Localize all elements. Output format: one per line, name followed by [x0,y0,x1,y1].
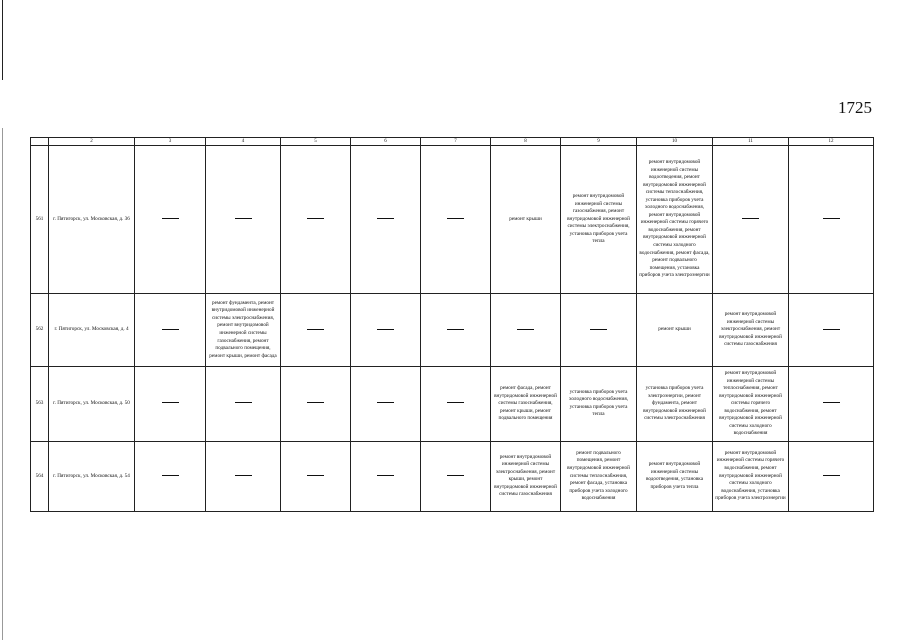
dash-mark [447,218,464,219]
address-cell: г. Пятигорск, ул. Московская, д. 50 [49,367,135,441]
table-row [31,367,874,441]
dash-mark [823,329,840,330]
cell-col-10: ремонт внутридомовой инженерной системы водоотведения, ремонт внутридомовой инженерной системы теплоснабжения, установка приборов учета холодного водоснабжения, ремонт внутридомовой инженерной системы горячего водоснабжения, ремонт внутридомовой инженерной системы холодного водоснабжения, ремонт фасада, ремонт подвального помещения, установка приборов учета электроэнергии [637,146,713,294]
cell-col-7 [421,367,491,441]
cell-col-9: ремонт подвального помещения, ремонт внутридомовой инженерной системы теплоснабжения, ремонт фасада, установка приборов учета холодного водоснабжения [561,441,637,511]
cell-col-9: установка приборов учета холодного водоснабжения, установка приборов учета тепла [561,367,637,441]
cell-col-4 [206,441,281,511]
margin-line-top [2,0,3,80]
table-row [31,293,874,366]
cell-col-5 [281,367,351,441]
cell-col-8: ремонт фасада, ремонт внутридомовой инженерной системы газоснабжения, ремонт крыши, ремонт подвального помещения [491,367,561,441]
cell-col-11: ремонт внутридомовой инженерной системы горячего водоснабжения, ремонт внутридомовой инженерной системы холодного водоснабжения, установка приборов учета электроэнергии [713,441,789,511]
cell-col-4 [206,146,281,294]
cell-col-10: установка приборов учета электроэнергии, ремонт фундамента, ремонт внутридомовой инженерной системы электроснабжения [637,367,713,441]
dash-mark [823,218,840,219]
margin-line-bottom [2,128,3,640]
row-number: 561 [31,146,49,294]
column-header: 9 [561,138,637,146]
cell-col-9: ремонт внутридомовой инженерной системы газоснабжения, ремонт внутридомовой инженерной системы электроснабжения, установка приборов учета тепла [561,146,637,294]
cell-col-12 [789,441,874,511]
cell-col-3 [135,146,206,294]
dash-mark [162,402,179,403]
column-header: 4 [206,138,281,146]
column-header [31,138,49,146]
dash-mark [447,402,464,403]
table-row [31,146,874,294]
column-header: 8 [491,138,561,146]
dash-mark [447,475,464,476]
dash-mark [162,475,179,476]
dash-mark [307,402,324,403]
cell-col-6 [351,293,421,366]
address-cell: г. Пятигорск, ул. Московская, д. 4 [49,293,135,366]
dash-mark [377,475,394,476]
dash-mark [162,329,179,330]
dash-mark [823,475,840,476]
address-cell: г. Пятигорск, ул. Московская, д. 36 [49,146,135,294]
cell-col-8 [491,293,561,366]
cell-col-5 [281,293,351,366]
dash-mark [823,402,840,403]
dash-mark [235,475,252,476]
cell-col-8: ремонт внутридомовой инженерной системы электроснабжения, ремонт крыши, ремонт внутридомовой инженерной системы газоснабжения [491,441,561,511]
dash-mark [447,329,464,330]
cell-col-12 [789,146,874,294]
cell-col-6 [351,441,421,511]
dash-mark [517,329,534,330]
column-header: 5 [281,138,351,146]
cell-col-10: ремонт крыши [637,293,713,366]
column-header: 3 [135,138,206,146]
dash-mark [235,218,252,219]
cell-col-9 [561,293,637,366]
cell-col-3 [135,367,206,441]
cell-col-6 [351,146,421,294]
cell-col-3 [135,441,206,511]
dash-mark [307,329,324,330]
column-header-row [31,138,874,146]
cell-col-3 [135,293,206,366]
cell-col-8: ремонт крыши [491,146,561,294]
cell-col-4: ремонт фундамента, ремонт внутридомовой инженерной системы электроснабжения, ремонт внутридомовой инженерной системы газоснабжения, ремонт подвального помещения, ремонт крыши, ремонт фасада [206,293,281,366]
dash-mark [307,218,324,219]
column-header: 11 [713,138,789,146]
column-header: 10 [637,138,713,146]
cell-col-11 [713,146,789,294]
column-header: 6 [351,138,421,146]
row-number: 563 [31,367,49,441]
row-number: 564 [31,441,49,511]
cell-col-11: ремонт внутридомовой инженерной системы электроснабжения, ремонт внутридомовой инженерной системы газоснабжения [713,293,789,366]
cell-col-7 [421,146,491,294]
dash-mark [377,218,394,219]
dash-mark [742,218,759,219]
row-number: 562 [31,293,49,366]
dash-mark [590,329,607,330]
column-header: 2 [49,138,135,146]
address-cell: г. Пятигорск, ул. Московская, д. 54 [49,441,135,511]
dash-mark [307,475,324,476]
cell-col-11: ремонт внутридомовой инженерной системы теплоснабжения, ремонт внутридомовой инженерной системы горячего водоснабжения, ремонт внутридомовой инженерной системы холодного водоснабжения [713,367,789,441]
dash-mark [235,402,252,403]
dash-mark [162,218,179,219]
cell-col-5 [281,441,351,511]
dash-mark [377,329,394,330]
cell-col-4 [206,367,281,441]
repair-schedule-table [30,137,874,512]
column-header: 7 [421,138,491,146]
cell-col-12 [789,293,874,366]
cell-col-7 [421,441,491,511]
dash-mark [377,402,394,403]
cell-col-5 [281,146,351,294]
cell-col-6 [351,367,421,441]
cell-col-10: ремонт внутридомовой инженерной системы водоотведения, установка приборов учета тепла [637,441,713,511]
page-number: 1725 [838,98,872,117]
cell-col-12 [789,367,874,441]
cell-col-7 [421,293,491,366]
table-row [31,441,874,511]
column-header: 12 [789,138,874,146]
